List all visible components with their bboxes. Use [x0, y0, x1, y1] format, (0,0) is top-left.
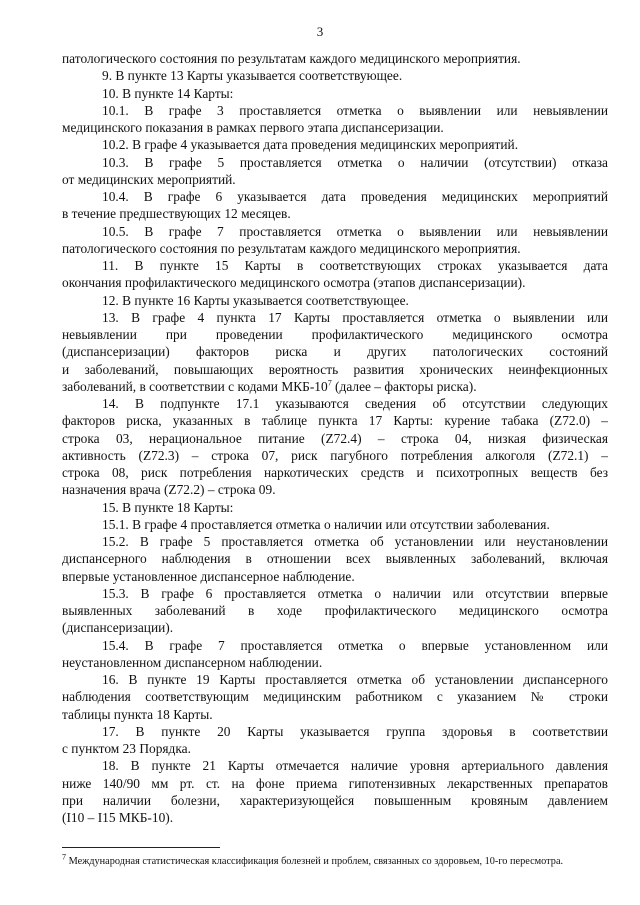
- text-line: [62, 809, 608, 826]
- text-line: [62, 740, 608, 757]
- text-line-content: 10.5. В графе 7 проставляется отметка о выявлении или невыявлении: [102, 223, 608, 239]
- text-line-tail: (далее – факторы риска).: [331, 378, 477, 394]
- text-line: [62, 585, 608, 602]
- text-line: [62, 568, 608, 585]
- footnote-text: Международная статистическая классификация болезней и проблем, связанных со здоровьем, 10-го пересмотра.: [66, 856, 564, 867]
- text-line-content: 15. В пункте 18 Карты:: [102, 499, 234, 515]
- text-line-content: 10.1. В графе 3 проставляется отметка о выявлении или невыявлении: [102, 102, 608, 118]
- text-line-content: диспансерного наблюдения в отношении всех выявленных заболеваний, включая: [62, 551, 608, 567]
- text-line: [62, 775, 608, 792]
- text-line: [62, 67, 608, 84]
- text-line: [62, 706, 608, 723]
- footnote-marker: 7: [62, 852, 66, 862]
- text-line: [62, 85, 608, 102]
- text-line: [62, 654, 608, 671]
- text-line: [62, 361, 608, 378]
- text-line: [62, 550, 608, 567]
- text-line: [62, 154, 608, 171]
- text-line-content: 14. В подпункте 17.1 указываются сведения об отсутствии следующих: [102, 396, 608, 411]
- text-line: [62, 688, 608, 705]
- text-line: [62, 671, 608, 688]
- text-line-content: 16. В пункте 19 Карты проставляется отметка об установлении диспансерного: [102, 672, 608, 687]
- text-line-content: от медицинских мероприятий.: [62, 171, 236, 187]
- text-line: [62, 602, 608, 619]
- text-line-content: выявленных заболеваний в ходе профилактического медицинского осмотра: [62, 603, 608, 618]
- text-line: [62, 343, 608, 360]
- text-line-content: невыявлении при проведении профилактического медицинского осмотра: [62, 327, 608, 342]
- text-line: [62, 430, 608, 447]
- text-line-content: ниже 140/90 мм рт. ст. на фоне приема гипотензивных лекарственных препаратов: [62, 775, 608, 791]
- text-line: [62, 205, 608, 222]
- text-line-content: наблюдения соответствующим медицинским работником с указанием № строки: [62, 689, 608, 705]
- text-line-content: 17. В пункте 20 Карты указывается группа здоровья в соответствии: [102, 723, 608, 739]
- text-line: [62, 533, 608, 550]
- text-line: [62, 257, 608, 274]
- text-line: [62, 447, 608, 464]
- text-line: [62, 619, 608, 636]
- text-line-content: в течение предшествующих 12 месяцев.: [62, 206, 291, 222]
- text-line-content: и заболеваний, повышающих вероятность развития хронических неинфекционных: [62, 361, 608, 377]
- text-line: [62, 102, 608, 119]
- text-line-content: 10. В пункте 14 Карты:: [102, 85, 234, 101]
- text-line-content: 10.4. В графе 6 указывается дата проведения медицинских мероприятий: [102, 189, 608, 204]
- text-line: [62, 240, 608, 257]
- text-line: [62, 188, 608, 205]
- text-line-content: (диспансеризации) факторов риска и других патологических состояний: [62, 344, 608, 360]
- text-line-content: при наличии болезни, характеризующейся повышенным кровяным давлением: [62, 792, 608, 808]
- text-line-content: с пунктом 23 Порядка.: [62, 741, 191, 756]
- text-line-content: патологического состояния по результатам каждого медицинского мероприятия.: [62, 51, 521, 66]
- text-line: [62, 516, 608, 533]
- text-line: [62, 292, 608, 309]
- text-line-content: 10.2. В графе 4 указывается дата проведения медицинских мероприятий.: [102, 137, 519, 153]
- text-line-content: 13. В графе 4 пункта 17 Карты проставляется отметка о выявлении или: [102, 309, 608, 325]
- text-line: [62, 792, 608, 809]
- text-line-content: (диспансеризации).: [62, 620, 174, 636]
- text-line-content: неустановленном диспансерном наблюдении.: [62, 654, 323, 670]
- text-line-content: 15.1. В графе 4 проставляется отметка о наличии или отсутствии заболевания.: [102, 516, 550, 532]
- text-line: [62, 637, 608, 654]
- text-line-content: таблицы пункта 18 Карты.: [62, 706, 213, 722]
- text-line: [62, 119, 608, 136]
- text-line: [62, 274, 608, 291]
- text-line: [62, 412, 608, 429]
- text-line: [62, 481, 608, 498]
- text-line-content: активность (Z72.3) – строка 07, риск пагубного потребления алкоголя (Z72.1) –: [62, 447, 608, 463]
- text-line: [62, 723, 608, 740]
- text-line-content: патологического состояния по результатам каждого медицинского мероприятия.: [62, 240, 521, 256]
- text-line-content: назначения врача (Z72.2) – строка 09.: [62, 482, 276, 498]
- text-line-content: строка 03, нерациональное питание (Z72.4) – строка 04, низкая физическая: [62, 430, 608, 446]
- text-line-content: 9. В пункте 13 Карты указывается соответствующее.: [102, 68, 403, 84]
- footnote-rule: [62, 847, 220, 848]
- text-line: [62, 326, 608, 343]
- text-line-content: 11. В пункте 15 Карты в соответствующих строках указывается дата: [102, 258, 608, 273]
- text-line: [62, 136, 608, 153]
- text-line-content: 15.3. В графе 6 проставляется отметка о наличии или отсутствии впервые: [102, 585, 608, 601]
- text-line-content: (I10 – I15 МКБ-10).: [62, 810, 174, 825]
- footnote: [62, 852, 608, 868]
- text-line: [62, 757, 608, 774]
- text-line: [62, 50, 608, 67]
- text-line-content: медицинского показания в рамках первого этапа диспансеризации.: [62, 120, 444, 135]
- text-line: [62, 223, 608, 240]
- text-line: [62, 464, 608, 481]
- footnote-reference: 7: [327, 378, 332, 388]
- body-text: [62, 50, 608, 826]
- text-line-content: 10.3. В графе 5 проставляется отметка о наличии (отсутствии) отказа: [102, 154, 608, 170]
- text-line-content: строка 08, риск потребления наркотических средств и психотропных веществ без: [62, 465, 608, 480]
- text-line-content: 15.2. В графе 5 проставляется отметка об установлении или неустановлении: [102, 534, 608, 549]
- text-line-content: 12. В пункте 16 Карты указывается соответствующее.: [102, 292, 409, 308]
- text-line-content: факторов риска, указанных в таблице пункта 17 Карты: курение табака (Z72.0) –: [62, 413, 608, 429]
- text-line: [62, 309, 608, 326]
- text-line-content: 18. В пункте 21 Карты отмечается наличие уровня артериального давления: [102, 758, 608, 774]
- text-line: [62, 171, 608, 188]
- text-line-content: окончания профилактического медицинского осмотра (этапов диспансеризации).: [62, 275, 526, 291]
- page-number: 3: [316, 24, 324, 39]
- text-line: [62, 395, 608, 412]
- text-line-content: впервые установленное диспансерное наблюдение.: [62, 568, 355, 584]
- text-line-content: 15.4. В графе 7 проставляется отметка о впервые установленном или: [102, 637, 608, 653]
- text-line-content: заболеваний, в соответствии с кодами МКБ-10: [62, 378, 328, 394]
- text-line: [62, 378, 608, 395]
- text-line: [62, 499, 608, 516]
